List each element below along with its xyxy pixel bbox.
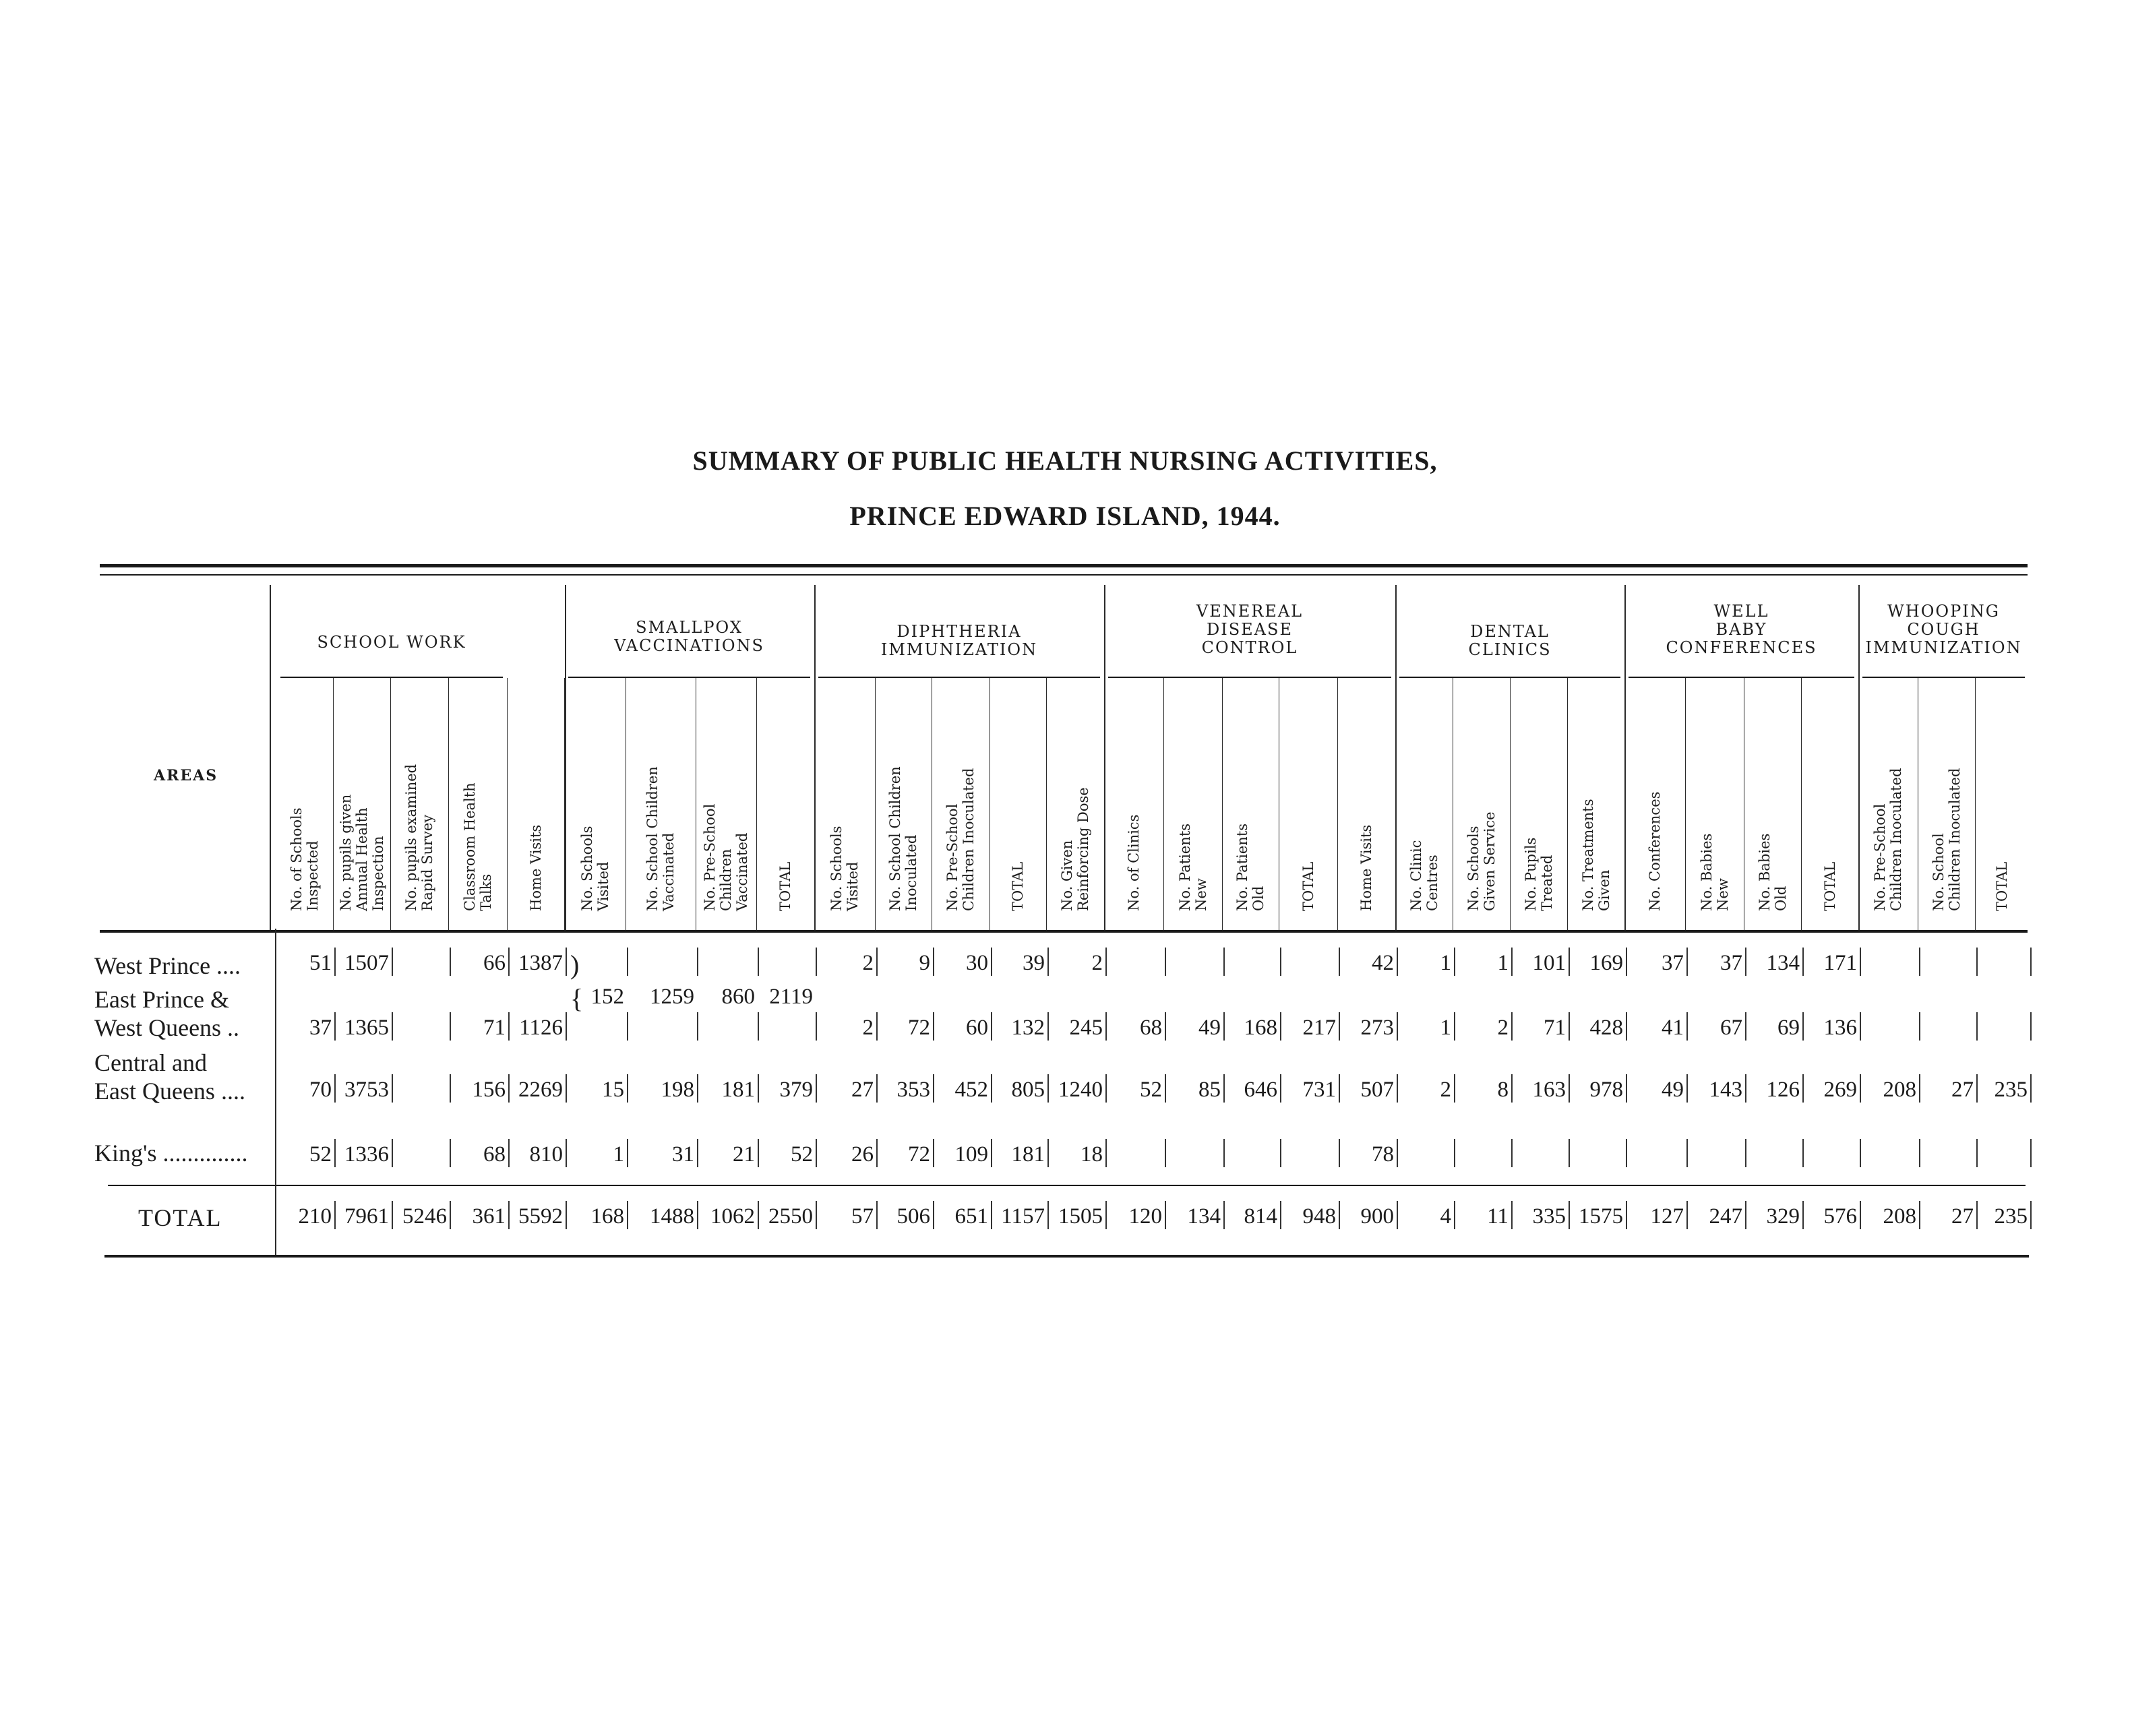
table-cell: 810 — [529, 1142, 563, 1167]
total-cell: 1505 — [1058, 1204, 1103, 1229]
total-cell: 2550 — [768, 1204, 813, 1229]
column-header: No. Pre-School Children Inoculated — [944, 768, 977, 911]
column-header: No. Schools Visited — [828, 826, 861, 911]
table-cell: 379 — [779, 1078, 813, 1102]
table-cell: 1365 — [344, 1016, 389, 1040]
top-double-rule-thin — [100, 574, 2028, 576]
total-cell: 335 — [1532, 1204, 1566, 1229]
table-cell: 101 — [1532, 951, 1566, 975]
total-cell: 948 — [1302, 1204, 1336, 1229]
table-cell: 163 — [1532, 1078, 1566, 1102]
table-cell: 143 — [1709, 1078, 1742, 1102]
total-cell: 57 — [851, 1204, 874, 1229]
cell-rule — [758, 948, 759, 976]
areas-header: AREAS — [154, 767, 218, 784]
column-header: Home Visits — [527, 824, 544, 911]
table-cell: 978 — [1589, 1078, 1623, 1102]
table-cell: 66 — [483, 951, 506, 975]
table-cell: 1507 — [344, 951, 389, 975]
column-separator — [1510, 678, 1511, 930]
cell-rule — [1976, 1139, 1978, 1167]
total-cell: 651 — [954, 1204, 988, 1229]
cell-rule — [697, 948, 698, 976]
table-cell: 68 — [483, 1142, 506, 1167]
group-header: WELL BABY CONFERENCES — [1666, 602, 1817, 657]
column-separator — [448, 678, 449, 930]
group-header: WHOOPING COUGH IMMUNIZATION — [1865, 602, 2022, 657]
table-cell: 1 — [1440, 1016, 1451, 1040]
column-separator — [875, 678, 876, 930]
cell-rule — [1745, 1139, 1746, 1167]
cell-rule — [1919, 1012, 1920, 1041]
cell-rule — [1105, 1139, 1107, 1167]
column-header: No. Schools Given Service — [1465, 811, 1498, 911]
table-cell: 126 — [1766, 1078, 1800, 1102]
total-cell: 361 — [472, 1204, 506, 1229]
table-cell: 15 — [602, 1078, 624, 1102]
table-cell: 37 — [1720, 951, 1742, 975]
total-cell: 210 — [298, 1204, 332, 1229]
group-header: DIPHTHERIA IMMUNIZATION — [880, 622, 1038, 659]
column-header: No. of Clinics — [1126, 814, 1142, 911]
total-cell: 1575 — [1579, 1204, 1623, 1229]
table-cell: 2 — [1440, 1078, 1451, 1102]
column-header: No. Pre-School Children Inoculated — [1872, 768, 1904, 911]
table-cell: 171 — [1823, 951, 1857, 975]
table-cell: 2 — [1497, 1016, 1509, 1040]
total-cell: 1062 — [710, 1204, 755, 1229]
table-cell: 71 — [483, 1016, 506, 1040]
cell-rule — [1165, 1139, 1166, 1167]
total-cell: 247 — [1709, 1204, 1742, 1229]
cell-rule — [1686, 1139, 1688, 1167]
total-top-rule — [108, 1185, 2026, 1186]
cell-rule — [2030, 1201, 2032, 1229]
column-separator — [1685, 678, 1686, 930]
total-cell: 814 — [1244, 1204, 1277, 1229]
group-header: SCHOOL WORK — [317, 633, 466, 652]
table-cell: 26 — [851, 1142, 874, 1167]
table-cell: 37 — [309, 1016, 332, 1040]
table-cell: 67 — [1720, 1016, 1742, 1040]
column-header: TOTAL — [1010, 861, 1026, 911]
table-cell: 2269 — [518, 1078, 563, 1102]
bracketed-smallpox-cell: 2119 — [769, 985, 813, 1009]
table-cell: 134 — [1766, 951, 1800, 975]
total-cell: 208 — [1883, 1204, 1916, 1229]
cell-rule — [1569, 1139, 1570, 1167]
total-cell: 134 — [1187, 1204, 1221, 1229]
cell-rule — [392, 948, 393, 976]
table-cell: 21 — [733, 1142, 755, 1167]
top-double-rule — [100, 564, 2028, 567]
cell-rule — [392, 1139, 393, 1167]
table-cell: 1 — [613, 1142, 624, 1167]
total-cell: 168 — [590, 1204, 624, 1229]
table-cell: 60 — [966, 1016, 988, 1040]
cell-rule — [1976, 1012, 1978, 1041]
total-cell: 5246 — [402, 1204, 447, 1229]
column-header: No. Treatments Given — [1579, 799, 1612, 911]
areas-column-rule — [275, 929, 276, 1255]
cell-rule — [1919, 1139, 1920, 1167]
table-cell: 85 — [1198, 1078, 1221, 1102]
brace-mark: ) — [570, 950, 580, 980]
table-cell: 42 — [1372, 951, 1394, 975]
cell-rule — [1919, 948, 1920, 976]
cell-rule — [392, 1012, 393, 1041]
total-cell: 1488 — [650, 1204, 694, 1229]
group-separator — [270, 585, 271, 930]
table-cell: 269 — [1823, 1078, 1857, 1102]
total-row-label: TOTAL — [138, 1204, 222, 1231]
table-cell: 1126 — [519, 1016, 563, 1040]
cell-rule — [2030, 1074, 2032, 1103]
table-cell: 3753 — [344, 1078, 389, 1102]
total-cell: 576 — [1823, 1204, 1857, 1229]
cell-rule — [1223, 948, 1225, 976]
brace-mark: { — [570, 983, 584, 1014]
table-cell: 49 — [1662, 1078, 1684, 1102]
cell-rule — [392, 1074, 393, 1103]
total-cell: 4 — [1440, 1204, 1451, 1229]
column-header: No. Clinic Centres — [1407, 840, 1440, 911]
table-cell: 1240 — [1058, 1078, 1103, 1102]
cell-rule — [2030, 948, 2032, 976]
cell-rule — [1280, 948, 1281, 976]
table-cell: 52 — [1140, 1078, 1162, 1102]
cell-rule — [1860, 948, 1861, 976]
row-area-label: Central and East Queens .... — [94, 1049, 245, 1105]
bracketed-smallpox-cell: 1259 — [650, 985, 694, 1009]
row-area-label: East Prince & West Queens .. — [94, 986, 240, 1041]
table-cell: 1336 — [344, 1142, 389, 1167]
table-cell: 245 — [1069, 1016, 1103, 1040]
table-cell: 9 — [919, 951, 930, 975]
column-header: No. School Children Inoculated — [887, 766, 919, 911]
total-cell: 329 — [1766, 1204, 1800, 1229]
column-separator — [1975, 678, 1976, 930]
cell-rule — [1105, 948, 1107, 976]
table-cell: 27 — [1951, 1078, 1974, 1102]
table-cell: 41 — [1662, 1016, 1684, 1040]
document-title-line-2: PRINCE EDWARD ISLAND, 1944. — [849, 501, 1281, 531]
table-cell: 72 — [908, 1142, 930, 1167]
cell-rule — [758, 1012, 759, 1041]
column-separator — [333, 678, 334, 930]
column-separator — [1858, 678, 1859, 930]
table-cell: 132 — [1011, 1016, 1045, 1040]
total-cell: 235 — [1994, 1204, 2028, 1229]
table-cell: 217 — [1302, 1016, 1336, 1040]
column-header: No. Babies Old — [1756, 833, 1789, 911]
table-cell: 52 — [309, 1142, 332, 1167]
column-header: No. Schools Visited — [578, 826, 611, 911]
table-cell: 235 — [1994, 1078, 2028, 1102]
column-separator — [1624, 678, 1625, 930]
column-separator — [507, 678, 508, 930]
table-cell: 71 — [1544, 1016, 1566, 1040]
column-header: No. School Children Vaccinated — [644, 766, 677, 911]
column-header: TOTAL — [1300, 861, 1316, 911]
table-cell: 452 — [954, 1078, 988, 1102]
total-cell: 11 — [1487, 1204, 1509, 1229]
table-cell: 353 — [896, 1078, 930, 1102]
cell-rule — [1626, 1139, 1627, 1167]
column-header: No. Pre-School Children Vaccinated — [702, 803, 750, 911]
table-cell: 1 — [1440, 951, 1451, 975]
table-cell: 27 — [851, 1078, 874, 1102]
table-cell: 30 — [966, 951, 988, 975]
row-area-label: West Prince .... — [94, 952, 241, 979]
column-separator — [1222, 678, 1223, 930]
column-separator — [1163, 678, 1164, 930]
total-cell: 506 — [896, 1204, 930, 1229]
row-area-label: King's .............. — [94, 1140, 248, 1167]
table-cell: 2 — [862, 951, 874, 975]
group-header: VENEREAL DISEASE CONTROL — [1196, 602, 1304, 657]
total-cell: 5592 — [518, 1204, 563, 1229]
column-header: No. Babies New — [1698, 833, 1731, 911]
group-header: DENTAL CLINICS — [1468, 622, 1552, 659]
total-cell: 27 — [1951, 1204, 1974, 1229]
table-cell: 72 — [908, 1016, 930, 1040]
column-header: No. Given Reinforcing Dose — [1059, 787, 1091, 911]
cell-rule — [1397, 1139, 1398, 1167]
table-cell: 109 — [954, 1142, 988, 1167]
table-cell: 507 — [1360, 1078, 1394, 1102]
document-title-line-1: SUMMARY OF PUBLIC HEALTH NURSING ACTIVITIES, — [692, 445, 1438, 476]
table-cell: 646 — [1244, 1078, 1277, 1102]
column-separator — [564, 678, 565, 930]
table-cell: 39 — [1023, 951, 1045, 975]
total-cell: 120 — [1128, 1204, 1162, 1229]
cell-rule — [566, 1012, 567, 1041]
table-cell: 181 — [1011, 1142, 1045, 1167]
table-cell: 18 — [1081, 1142, 1103, 1167]
table-cell: 8 — [1497, 1078, 1509, 1102]
cell-rule — [1511, 1139, 1513, 1167]
column-header: No. pupils examined Rapid Survey — [403, 764, 435, 911]
table-cell: 136 — [1823, 1016, 1857, 1040]
table-cell: 208 — [1883, 1078, 1916, 1102]
table-cell: 78 — [1372, 1142, 1394, 1167]
table-cell: 181 — [721, 1078, 755, 1102]
column-separator — [1046, 678, 1047, 930]
cell-rule — [1976, 948, 1978, 976]
table-cell: 51 — [309, 951, 332, 975]
column-header: No. School Children Inoculated — [1930, 768, 1963, 911]
total-cell: 127 — [1650, 1204, 1684, 1229]
bracketed-smallpox-cell: 152 — [590, 985, 624, 1009]
cell-rule — [1860, 1139, 1861, 1167]
table-cell: 68 — [1140, 1016, 1162, 1040]
column-header: Home Visits — [1358, 824, 1374, 911]
table-cell: 2 — [862, 1016, 874, 1040]
column-separator — [1337, 678, 1338, 930]
column-header: No. Patients Old — [1234, 823, 1267, 911]
header-bottom-rule — [100, 930, 2028, 933]
table-cell: 156 — [472, 1078, 506, 1102]
column-separator — [1104, 678, 1105, 930]
cell-rule — [1454, 1139, 1455, 1167]
cell-rule — [697, 1012, 698, 1041]
table-cell: 198 — [661, 1078, 694, 1102]
table-cell: 69 — [1777, 1016, 1800, 1040]
cell-rule — [1802, 1139, 1804, 1167]
cell-rule — [627, 1012, 628, 1041]
total-cell: 900 — [1360, 1204, 1394, 1229]
column-header: TOTAL — [1821, 861, 1838, 911]
column-header: No. Conferences — [1647, 791, 1663, 911]
table-cell: 731 — [1302, 1078, 1336, 1102]
bracketed-smallpox-cell: 860 — [721, 985, 755, 1009]
cell-rule — [566, 948, 567, 976]
table-cell: 31 — [672, 1142, 694, 1167]
total-cell: 1157 — [1001, 1204, 1045, 1229]
cell-rule — [2030, 1139, 2032, 1167]
column-separator — [756, 678, 757, 930]
table-cell: 52 — [791, 1142, 813, 1167]
table-cell: 805 — [1011, 1078, 1045, 1102]
column-header: TOTAL — [1994, 861, 2010, 911]
table-cell: 49 — [1198, 1016, 1221, 1040]
column-header: Classroom Health Talks — [461, 782, 494, 911]
column-separator — [814, 678, 815, 930]
column-separator — [390, 678, 391, 930]
total-cell: 7961 — [344, 1204, 389, 1229]
column-header: TOTAL — [777, 861, 793, 911]
cell-rule — [1280, 1139, 1281, 1167]
column-header: No. Pupils Treated — [1522, 837, 1555, 911]
cell-rule — [627, 948, 628, 976]
table-cell: 1 — [1497, 951, 1509, 975]
table-cell: 168 — [1244, 1016, 1277, 1040]
table-cell: 169 — [1589, 951, 1623, 975]
table-cell: 428 — [1589, 1016, 1623, 1040]
column-header: No. Patients New — [1176, 823, 1209, 911]
column-separator — [1395, 678, 1396, 930]
table-cell: 1387 — [518, 951, 563, 975]
cell-rule — [1860, 1012, 1861, 1041]
table-cell: 70 — [309, 1078, 332, 1102]
column-header: No. pupils given Annual Health Inspection — [337, 794, 386, 911]
table-cell: 37 — [1662, 951, 1684, 975]
column-separator — [1567, 678, 1568, 930]
column-header: No. of Schools Inspected — [288, 807, 321, 911]
cell-rule — [2030, 1012, 2032, 1041]
column-separator — [1801, 678, 1802, 930]
cell-rule — [1165, 948, 1166, 976]
table-cell: 2 — [1091, 951, 1103, 975]
group-header: SMALLPOX VACCINATIONS — [614, 618, 764, 655]
table-cell: 273 — [1360, 1016, 1394, 1040]
bottom-rule — [104, 1255, 2029, 1258]
cell-rule — [1223, 1139, 1225, 1167]
